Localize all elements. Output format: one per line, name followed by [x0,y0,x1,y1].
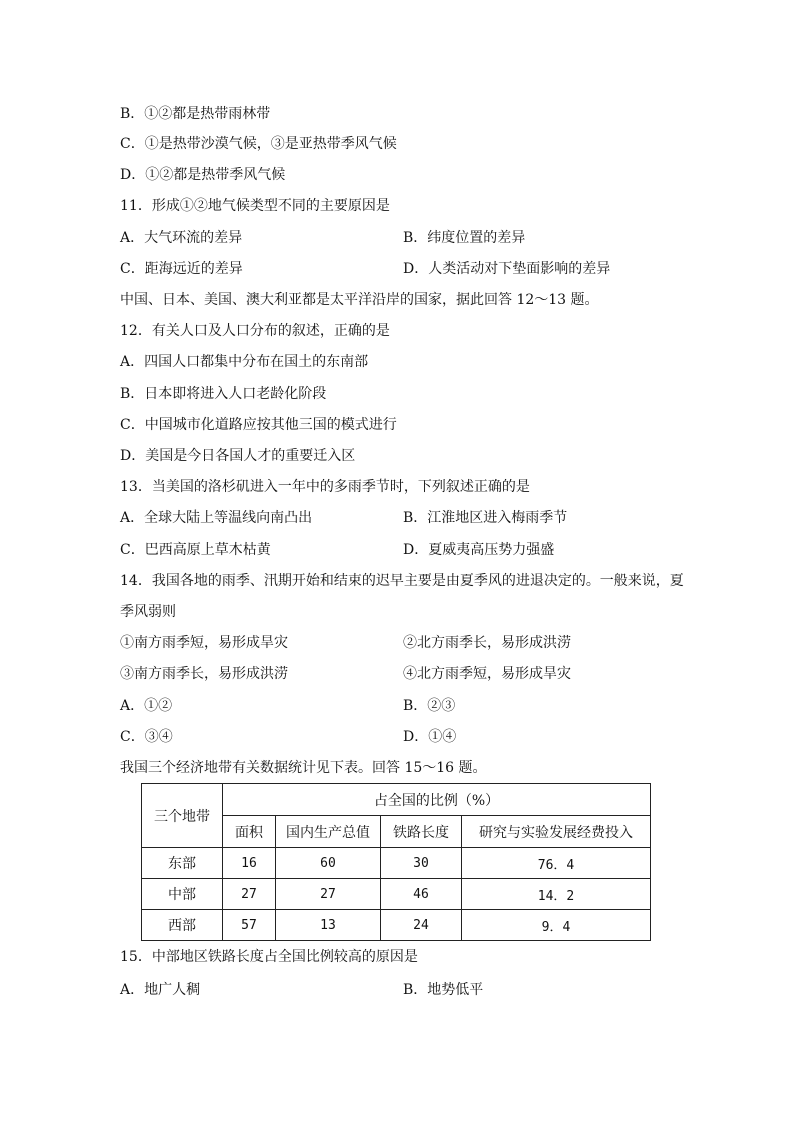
question-15: 15．中部地区铁路长度占全国比例较高的原因是 [120,949,418,965]
option-c-q13: C．巴西高原上草木枯黄 [120,542,271,558]
table-row [142,910,651,941]
option-d-q13: D．夏威夷高压势力强盛 [403,542,555,558]
stem-12-13: 中国、日本、美国、澳大利亚都是太平洋沿岸的国家，据此回答 12～13 题。 [120,292,599,308]
table-cell: 30 [381,848,462,879]
question-14-cont: 季风弱则 [120,604,176,620]
option-c-q12: C．中国城市化道路应按其他三国的模式进行 [120,417,397,433]
option-c-q10: C．①是热带沙漠气候，③是亚热带季风气候 [120,136,397,152]
option-a-q15: A．地广人稠 [120,982,201,998]
option-a-q14: A．①② [120,698,173,714]
economic-zones-table [141,783,651,941]
table-cell: 13 [276,910,381,941]
option-a-q13: A．全球大陆上等温线向南凸出 [120,510,313,526]
table-cell: 27 [223,879,276,910]
column-header: 研究与实验发展经费投入 [462,816,651,848]
table-cell: 14．2 [462,879,651,910]
question-11: 11．形成①②地气候类型不同的主要原因是 [120,198,390,214]
option-c-q14: C．③④ [120,729,173,745]
column-header: 国内生产总值 [276,816,381,848]
row-header: 西部 [142,910,223,941]
option-b-q10: B．①②都是热带雨林带 [120,106,271,122]
option-c-q11: C．距海远近的差异 [120,261,243,277]
table-header-row [142,784,651,816]
table-corner-header: 三个地带 [142,784,223,848]
option-d-q14: D．①④ [403,729,457,745]
column-header: 铁路长度 [381,816,462,848]
table-row [142,879,651,910]
row-header: 中部 [142,879,223,910]
question-12: 12．有关人口及人口分布的叙述，正确的是 [120,323,390,339]
statement-4-q14: ④北方雨季短，易形成旱灾 [403,666,571,682]
option-a-q11: A．大气环流的差异 [120,230,243,246]
statement-1-q14: ①南方雨季短，易形成旱灾 [120,635,288,651]
table-cell: 9．4 [462,910,651,941]
option-d-q11: D．人类活动对下垫面影响的差异 [403,261,611,277]
question-14: 14．我国各地的雨季、汛期开始和结束的迟早主要是由夏季风的进退决定的。一般来说，夏 [120,573,684,589]
table-row [142,848,651,879]
option-d-q12: D．美国是今日各国人才的重要迁入区 [120,448,356,464]
table-cell: 57 [223,910,276,941]
row-header: 东部 [142,848,223,879]
statement-3-q14: ③南方雨季长，易形成洪涝 [120,666,288,682]
table-cell: 76．4 [462,848,651,879]
stem-15-16: 我国三个经济地带有关数据统计见下表。回答 15～16 题。 [120,760,487,776]
option-d-q10: D．①②都是热带季风气候 [120,167,286,183]
table-cell: 16 [223,848,276,879]
option-a-q12: A．四国人口都集中分布在国土的东南部 [120,354,369,370]
table-cell: 24 [381,910,462,941]
question-13: 13．当美国的洛杉矶进入一年中的多雨季节时，下列叙述正确的是 [120,479,530,495]
table-group-header: 占全国的比例（%） [223,784,651,816]
option-b-q12: B．日本即将进入人口老龄化阶段 [120,386,327,402]
option-b-q15: B．地势低平 [403,982,484,998]
option-b-q14: B．②③ [403,698,456,714]
statement-2-q14: ②北方雨季长，易形成洪涝 [403,635,571,651]
table-cell: 60 [276,848,381,879]
option-b-q11: B．纬度位置的差异 [403,230,526,246]
option-b-q13: B．江淮地区进入梅雨季节 [403,510,568,526]
column-header: 面积 [223,816,276,848]
table-cell: 27 [276,879,381,910]
table-cell: 46 [381,879,462,910]
